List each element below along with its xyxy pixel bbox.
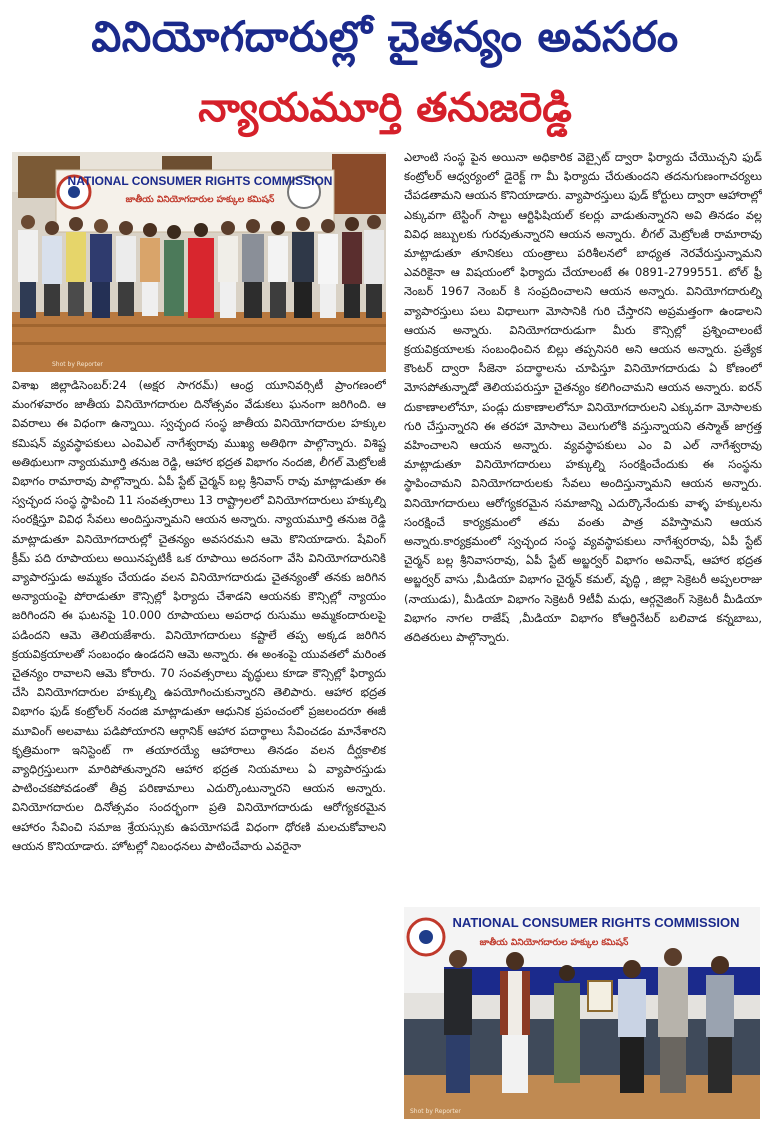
photo2-banner-title: NATIONAL CONSUMER RIGHTS COMMISSION bbox=[452, 915, 740, 930]
photo2-watermark: Shot by Reporter bbox=[410, 1108, 461, 1115]
subheadline: న్యాయమూర్తి తనుజరెడ్డి bbox=[198, 85, 572, 131]
event-photo-award-image bbox=[404, 907, 760, 1119]
photo1-banner-subtitle: జాతీయ వినియోగదారుల హక్కుల కమిషన్ bbox=[125, 195, 275, 205]
headline: వినియోగదారుల్లో చైతన్యం అవసరం bbox=[91, 12, 679, 61]
event-photo-group-image bbox=[12, 152, 386, 372]
article-left-column bbox=[12, 376, 386, 1132]
photo1-banner-title: NATIONAL CONSUMER RIGHTS COMMISSION bbox=[67, 174, 333, 188]
event-photo-group bbox=[12, 152, 386, 372]
event-photo-award bbox=[404, 907, 760, 1119]
article-text-right: ఎలాంటి సంస్థ పైన అయినా అధికారిక వెబ్సైట్ ద్వారా ఫిర్యాదు చేయొచ్చని ఫుడ్ కంట్రోలర్ ఆధ్వర్యంలో డైరెక్ట్ గా మీ ఫిర్యాదు చేరుతుందని తదనుగుణంగాచర్యలు చేపడతామని ఆయన కొనియాడారు. వ్యాపారస్తులు ఫుడ్ కోర్టులు ద్వారా ఆహారాల్లో ఎక్కువగా టెస్టింగ్ సాల్టు ఆర్టిఫిషియల్ కలర్లు వాడుతున్నారని అవి తినడం వల్ల వివిధ జబ్బులకు గురవుతున్నారని ఆయన అన్నారు. లీగల్ మెట్రోలజీ రామారావు మాట్లాడుతూ తూనికలు యంత్రాలు పరిశీలనలో బాధ్యత నెరవేరుస్తున్నామని ఎవరికైనా ఆ విషయంలో ఫిర్యాదు చేయాలంటే ఈ 0891-2799551. టోల్ ఫ్రీ నెంబర్ 1967 నెంబర్ కి సంప్రదించాలని ఆయన అన్నారు. వినియోగదారుల్ని వ్యాపారస్తులు పలు విధాలుగా మోసానికి గురి చేస్తారని అప్రమత్తంగా ఉండాలని ఆయన అన్నారు. వినియోగదారుడుగా మీరు కౌన్సిల్లో ప్రశ్నించాలంటే క్రయవిక్రయాలకు సంబంధించిన బిల్లు తప్పనిసరి అని ఆయన అన్నారు. ప్రత్యేక కౌంటర్ ద్వారా సీజెనా పదార్థాలను చూపిస్తూ వినియోగదారుడు ఏ కోణంలో మోసపోతున్నాడో తెలియపరుస్తూ చైతన్యం కలిగించామని ఆయన అన్నారు. ఐరన్ దుకాణాలలోనూ, పండ్లు దుకాణాలలోనూ వినియోగదారులని ఎక్కువగా మోసాలకు గురి చేస్తున్నారని ఈ తరహా మోసాలు వెలుగులోకి వస్తున్నాయని తస్మాత్ జాగ్రత్త వహించాలని ఆయన అన్నారు. వ్యవస్థాపకులు ఎం వి ఎల్ నాగేశ్వరావు మాట్లాడుతూ వినియోగదారులు హక్కుల్ని సంరక్షించేందుకు ఈ సంస్థను స్థాపించామని వినియోగదారులకు సేవలు అందిస్తున్నామని ఆయన అన్నారు. వినియోగదారులు ఆరోగ్యకరమైన సమాజాన్ని ఎదుర్కొనేందుకు వాళ్ళ హక్కులను సంరక్షించే కార్యక్రమంలో తమ వంతు పాత్ర వహిస్తామని ఆయన అన్నారు.కార్యక్రమంలో స్వచ్ఛంద సంస్థ వ్యవస్థాపకులు నాగేశ్వరరావు, ఏపీ స్టేట్ చైర్మన్ బల్ల శ్రీనివాసరావు, ఏపీ స్టేట్ అబ్జర్వర్ విభాగం అవినాష్, ఆహార భద్రత అబ్జర్వర్ వాసు ,మీడియా విభాగం చైర్మన్ కమల్, వృద్ధి , జిల్లా సెక్రెటరీ అప్పలరాజు (నాయుడు), మీడియా విభాగం సెక్రెటరీ 9టీవీ మధు, ఆర్గనైజింగ్ సెక్రెటరీ మీడియా విభాగం నాగల రాజేష్ ,మీడియా విభాగం కోఆర్డినేటర్ బలివాడ కన్నబాబు, తదితరులు పాల్గొన్నారు. bbox=[404, 150, 762, 645]
photo1-watermark: Shot by Reporter bbox=[52, 361, 103, 368]
photo2-banner-subtitle: జాతీయ వినియోగదారుల హక్కుల కమిషన్ bbox=[479, 938, 629, 948]
article-right-column bbox=[404, 148, 762, 903]
article-text-left: విశాఖ జిల్లాడిసెంబర్:24 (అక్షర సాగరమ్) ఆంధ్ర యూనివర్సిటీ ప్రాంగణంలో మంగళవారం జాతీయ వినియోగదారుల దినోత్సవం వేడుకలు ఘనంగా జరిగింది. ఆ వివరాలు ఈ విధంగా ఉన్నాయి. స్వచ్ఛంద సంస్థ జాతీయ వినియోగదారుల హక్కుల కమిషన్ వ్యవస్థాపకులు ఎంవిఎల్ నాగేశ్వరావు ముఖ్య అతిథిగా పాల్గొన్నారు. విశిష్ట అతిథులుగా న్యాయమూర్తి తనుజ రెడ్డి, ఆహార భద్రత విభాగం నందజి, లీగల్ మెట్రోలజీ విభాగం రామారావు పాల్గొన్నారు. ఏపీ స్టేట్ చైర్మన్ బల్ల శ్రీనివాస్ రావు మాట్లాడుతూ ఈ స్వచ్ఛంద సంస్థ స్థాపించి 11 సంవత్సరాలు 13 రాష్ట్రాలలో వినియోగదారులు హక్కుల్ని సంరక్షిస్తూ వివిధ సేవలు అందిస్తున్నామని ఆయన అన్నారు. న్యాయమూర్తి తనుజ రెడ్డి మాట్లాడుతూ వినియోగదారుల్లో చైతన్యం అవసరమని ఆమె కొనియాడారు. షేవింగ్ క్రీమ్ పది రూపాయలు అయినప్పటికీ ఒక రూపాయి అదనంగా వేసి వినియోగదారునికి వ్యాపారస్తుడు అమ్మకం చేయడం వలన వినియోగదారుడు చైతన్యంతో తనకు జరిగిన అన్యాయంపై పోరాడుతూ కౌన్సిల్లో ఫిర్యాదు చేశాడని ఆయనకు కౌన్సిల్లో న్యాయం జరిగిందని ఈ ఘటనపై 10.000 రూపాయలు అపరాధ రుసుము అమ్మకందారులపై పడిందని ఆమె తెలియజేశారు. వినియోగదారులు కష్టాలే తప్ప అక్కడ జరిగిన క్రయవిక్రయాలతో సంబంధం ఉండదని ఆమె అన్నారు. ఈ అంశంపై యువతలో మరింత చైతన్యం రావాలని ఆమె కోరారు. 70 సంవత్సరాలు వృద్ధులు కూడా కౌన్సిల్లో ఫిర్యాదు చేసి వినియోగదారుల హక్కుల్ని ఉపయోగించుకున్నారని తెలిపారు. ఆహార భద్రత విభాగం ఫుడ్ కంట్రోలర్ నందజి మాట్లాడుతూ ఆధునిక ప్రపంచంలో ప్రజలందరూ ఈజీ మూవింగ్ అలవాటు పడిపోయారని ఆర్గానిక్ ఆహార పదార్థాలు సేవించడం మానేశారని కృత్రిమంగా ఇనిస్టెంట్ గా తయారయ్యే ఆహారాలు తినడం వలన దీర్ఘకాలిక వ్యాధిగ్రస్తులుగా మారిపోతున్నారని ఆహార భద్రత నియమాలు ఏ వ్యాపారస్తుడు పాటించకపోవడంతో తీవ్ర పరిణామాలు ఎదుర్కొంటున్నారని ఆయన అన్నారు. వినియోగదారుల దినోత్సవం సందర్భంగా ప్రతి వినియోగదారుడు ఆరోగ్యకరమైన ఆహారం సేవించి సమాజ శ్రేయస్సుకు ఉపయోగపడే విధంగా ధోరణి మలచుకోవాలని ఆయన కొనియాడారు. హోటల్లో నిబంధనలు పాటించేవారు ఎవరైనా bbox=[12, 378, 386, 853]
